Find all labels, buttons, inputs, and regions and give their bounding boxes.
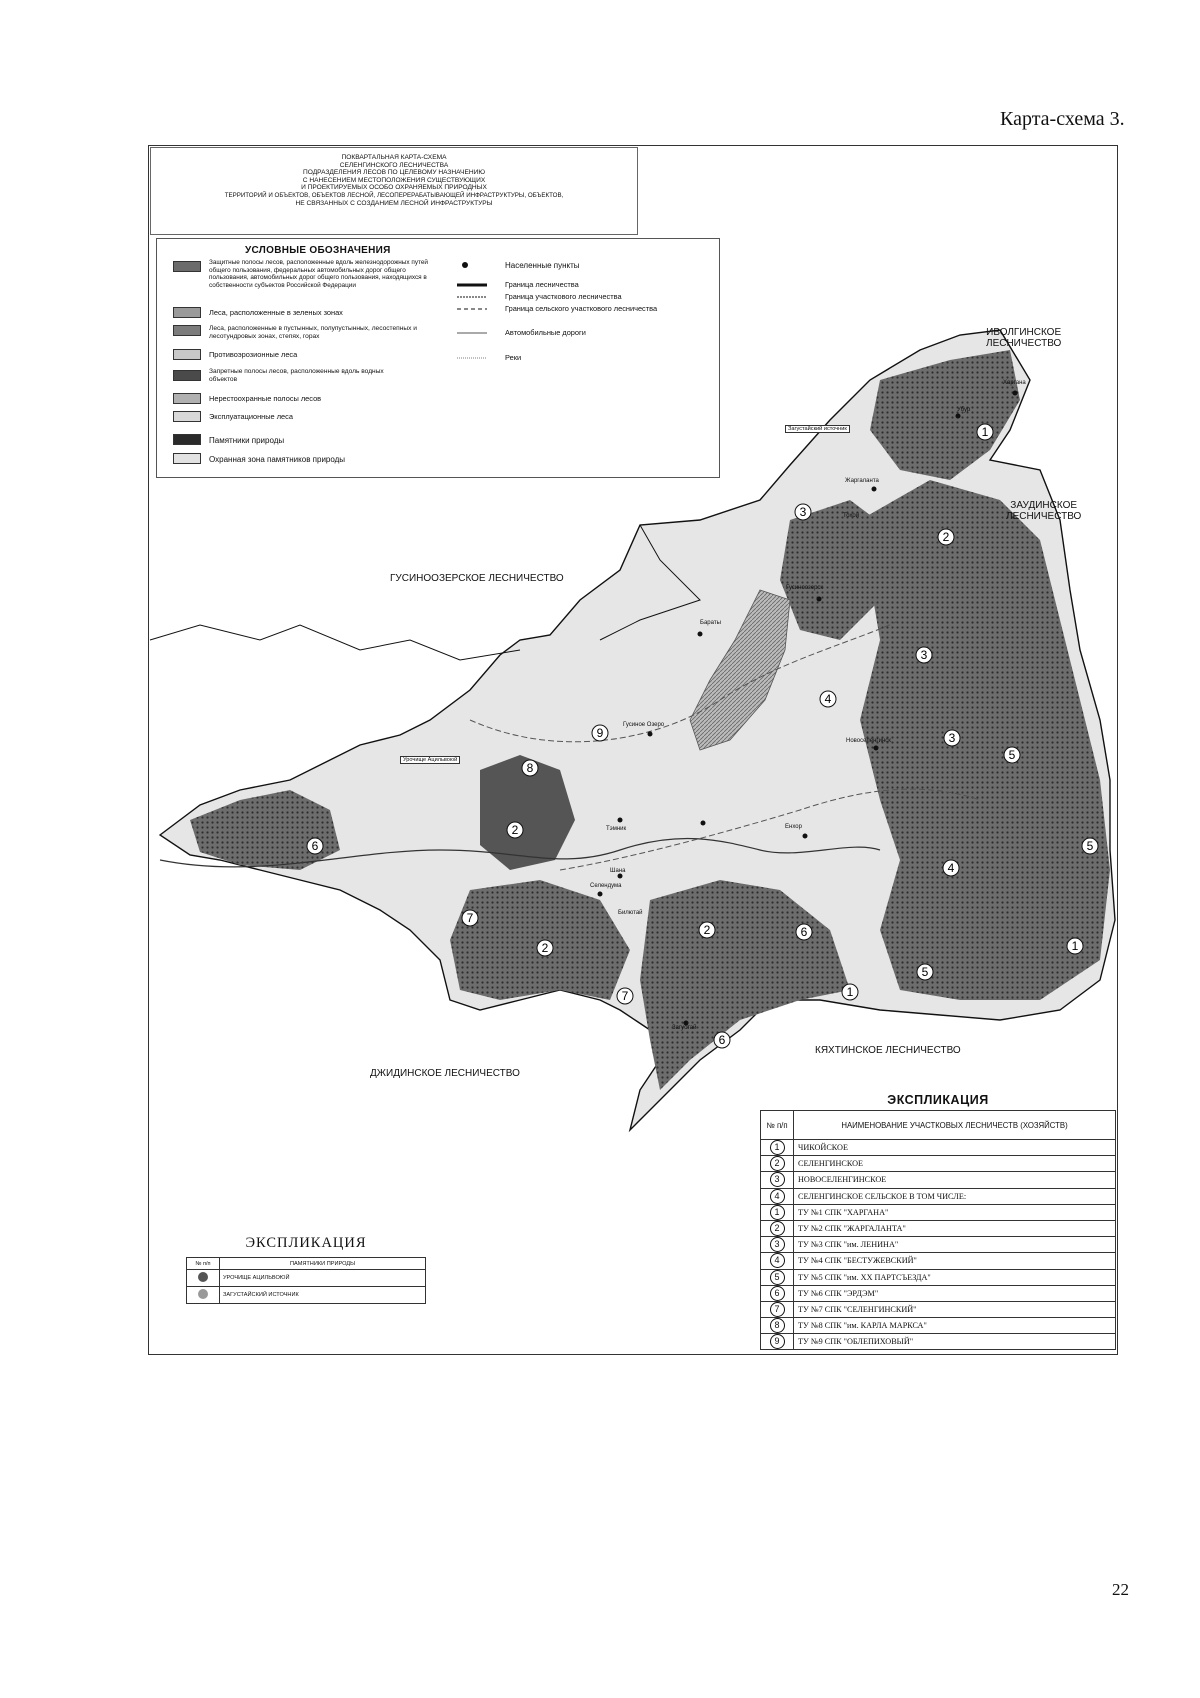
table-row: 4 СЕЛЕНГИНСКОЕ СЕЛЬСКОЕ В ТОМ ЧИСЛЕ:: [761, 1188, 1116, 1204]
table-row: 7 ТУ №7 СПК "СЕЛЕНГИНСКИЙ": [761, 1301, 1116, 1317]
table-row: 4 ТУ №4 СПК "БЕСТУЖЕВСКИЙ": [761, 1253, 1116, 1269]
explication-nature-monuments: [186, 1235, 426, 1304]
map-title-line: С НАНЕСЕНИЕМ МЕСТОПОЛОЖЕНИЯ СУЩЕСТВУЮЩИХ: [302, 176, 486, 184]
svg-text:6: 6: [800, 925, 808, 939]
legend-label: Населенные пункты: [505, 261, 580, 270]
legend-swatch: [173, 325, 201, 336]
map-title-line: НЕ СВЯЗАННЫХ С СОЗДАНИЕМ ЛЕСНОЙ ИНФРАСТРУКТУРЫ: [295, 199, 493, 207]
table-header-row: [187, 1258, 426, 1270]
district-marker: [938, 529, 954, 545]
map-title-line: ПОКВАРТАЛЬНАЯ КАРТА-СХЕМА: [341, 154, 447, 161]
nature-monument-label: Урочище Ацильвоюй: [400, 756, 460, 764]
svg-text:8: 8: [526, 761, 534, 775]
district-marker: [537, 940, 553, 956]
nature-monument-label: Загустайский источник: [785, 425, 850, 433]
district-marker: [714, 1032, 730, 1048]
legend-line-samples: [457, 261, 497, 373]
svg-text:6: 6: [311, 839, 319, 853]
settlement-dot: [874, 746, 879, 751]
svg-text:6: 6: [718, 1033, 726, 1047]
settlement-label: Селендума: [590, 883, 622, 889]
label-dzhidinskoe: ДЖИДИНСКОЕ ЛЕСНИЧЕСТВО: [370, 1068, 520, 1079]
district-marker: [507, 822, 523, 838]
map-title-line: И ПРОЕКТИРУЕМЫХ ОСОБО ОХРАНЯЕМЫХ ПРИРОДНЫХ: [301, 184, 487, 192]
label-kyakhtinskoe: КЯХТИНСКОЕ ЛЕСНИЧЕСТВО: [815, 1045, 961, 1056]
explication-table: [760, 1110, 1116, 1350]
svg-text:7: 7: [466, 911, 474, 925]
district-marker: [1067, 938, 1083, 954]
settlement-dot: [872, 487, 877, 492]
monument-symbol: [198, 1289, 208, 1299]
map-title-line: СЕЛЕНГИНСКОГО ЛЕСНИЧЕСТВА: [339, 161, 449, 169]
settlement-label: Тохой: [843, 513, 860, 519]
settlement-dot: [701, 821, 706, 826]
table-row: 1 ЧИКОЙСКОЕ: [761, 1140, 1116, 1156]
settlement-label: Билютай: [618, 910, 643, 916]
settlement-dot: [618, 818, 623, 823]
table-row: 5 ТУ №5 СПК "им. ХХ ПАРТСЪЕЗДА": [761, 1269, 1116, 1285]
table-row: 2 ТУ №2 СПК "ЖАРГАЛАНТА": [761, 1220, 1116, 1236]
page-number: 22: [1112, 1580, 1129, 1599]
legend-label: Реки: [505, 353, 522, 362]
settlement-dot: [956, 414, 961, 419]
legend-label: Нерестоохранные полосы лесов: [209, 394, 322, 403]
table-row: УРОЧИЩЕ АЦИЛЬВОЮЙ: [187, 1270, 426, 1287]
legend-swatch: [173, 307, 201, 318]
explication-title: ЭКСПЛИКАЦИЯ: [245, 1235, 367, 1251]
header-num: № п/п: [761, 1111, 794, 1140]
settlement-dot: [817, 597, 822, 602]
monument-symbol: [198, 1272, 208, 1282]
table-row: 9 ТУ №9 СПК "ОБЛЕПИХОВЫЙ": [761, 1334, 1116, 1350]
district-marker: [943, 860, 959, 876]
svg-text:2: 2: [511, 823, 519, 837]
district-marker: [617, 988, 633, 1004]
settlement-label: Загустай: [672, 1025, 697, 1031]
svg-text:5: 5: [921, 965, 929, 979]
settlement-label: Гусиноозерск: [786, 585, 824, 591]
svg-text:4: 4: [947, 861, 955, 875]
svg-text:4: 4: [824, 692, 832, 706]
settlement-dot: [598, 892, 603, 897]
settlement-label: Енхор: [785, 824, 802, 830]
district-marker: [796, 924, 812, 940]
table-row: 8 ТУ №8 СПК "им. КАРЛА МАРКСА": [761, 1318, 1116, 1334]
settlement-dot: [803, 834, 808, 839]
settlement-dot: [618, 874, 623, 879]
settlement-label: Шана: [610, 868, 626, 874]
svg-text:9: 9: [596, 726, 604, 740]
settlement-dot: [698, 632, 703, 637]
table-header-row: [761, 1111, 1116, 1140]
svg-text:2: 2: [703, 923, 711, 937]
svg-text:7: 7: [621, 989, 629, 1003]
forest-zone-east: [860, 480, 1110, 1000]
label-ivolginskoe: ИВОЛГИНСКОЕ ЛЕСНИЧЕСТВО: [986, 327, 1062, 349]
svg-text:5: 5: [1008, 748, 1016, 762]
table-row: 1 ТУ №1 СПК "ХАРГАНА": [761, 1204, 1116, 1220]
legend-title: УСЛОВНЫЕ ОБОЗНАЧЕНИЯ: [245, 245, 391, 256]
district-marker: [1004, 747, 1020, 763]
explication-districts: [760, 1093, 1116, 1350]
table-row: 3 ТУ №3 СПК "им. ЛЕНИНА": [761, 1237, 1116, 1253]
district-marker: [1082, 838, 1098, 854]
explication-title: ЭКСПЛИКАЦИЯ: [887, 1093, 989, 1107]
svg-text:3: 3: [799, 505, 807, 519]
legend-label: Эксплуатационные леса: [209, 412, 293, 421]
table-row: 3 НОВОСЕЛЕНГИНСКОЕ: [761, 1172, 1116, 1188]
legend-swatch: [173, 393, 201, 404]
district-marker: [916, 647, 932, 663]
legend: [156, 238, 720, 478]
map-title-line: ПОДРАЗДЕЛЕНИЯ ЛЕСОВ ПО ЦЕЛЕВОМУ НАЗНАЧЕНИЮ: [302, 169, 486, 177]
district-marker: [592, 725, 608, 741]
legend-swatch: [173, 453, 201, 464]
svg-text:2: 2: [541, 941, 549, 955]
district-marker: [462, 910, 478, 926]
legend-label: Защитные полосы лесов, расположенные вдоль железнодорожных путей общего пользования, федеральных автомобильных дорог общего пользования, автомобильных дорог общего пользования, находящихся в собственности субъектов Российской Федерации: [209, 259, 428, 289]
map-title-box: [150, 147, 638, 235]
settlement-label: Жаргаланта: [845, 478, 879, 484]
table-row: 6 ТУ №6 СПК "ЭРДЭМ": [761, 1285, 1116, 1301]
header-num: № п/п: [187, 1258, 220, 1270]
legend-label: Леса, расположенные в пустынных, полупустынных, лесостепных и лесотундровых зонах, степях, горах: [209, 325, 417, 341]
label-zaudinskoe: ЗАУДИНСКОЕ ЛЕСНИЧЕСТВО: [1006, 500, 1082, 522]
svg-text:1: 1: [846, 985, 854, 999]
settlement-label: Новоселенгинск: [846, 738, 891, 744]
sheet-label: Карта-схема 3.: [1000, 108, 1125, 130]
legend-label: Противоэрозионные леса: [209, 350, 298, 359]
table-row: 2 СЕЛЕНГИНСКОЕ: [761, 1156, 1116, 1172]
district-marker: [699, 922, 715, 938]
legend-swatch: [173, 411, 201, 422]
legend-label: Охранная зона памятников природы: [209, 455, 346, 464]
legend-label: Граница сельского участкового лесничества: [505, 304, 658, 313]
district-marker: [977, 424, 993, 440]
district-marker: [944, 730, 960, 746]
settlement-label: Гусиное Озеро: [623, 722, 665, 728]
svg-text:3: 3: [920, 648, 928, 662]
district-marker: [842, 984, 858, 1000]
neighbour-boundary-north: [150, 625, 520, 660]
table-row: ЗАГУСТАЙСКИЙ ИСТОЧНИК: [187, 1287, 426, 1304]
label-gusinoozerskoe: ГУСИНООЗЕРСКОЕ ЛЕСНИЧЕСТВО: [390, 573, 564, 584]
settlement-label: Тэмник: [606, 826, 627, 832]
legend-label: Граница участкового лесничества: [505, 292, 622, 301]
legend-label: Памятники природы: [209, 436, 285, 445]
settlement-dot: [1013, 391, 1018, 396]
settlement-label: Убур: [957, 407, 971, 413]
district-marker: [820, 691, 836, 707]
legend-label: Запретные полосы лесов, расположенные вдоль водных объектов: [209, 368, 384, 384]
legend-swatch: [173, 261, 201, 272]
district-marker: [307, 838, 323, 854]
district-marker: [795, 504, 811, 520]
svg-text:3: 3: [948, 731, 956, 745]
settlement-label: Харгана: [1003, 380, 1026, 386]
district-marker: [522, 760, 538, 776]
legend-label: Леса, расположенные в зеленых зонах: [209, 308, 343, 317]
explication-table: [186, 1257, 426, 1304]
map-title-line: ТЕРРИТОРИЙ И ОБЪЕКТОВ, ОБЪЕКТОВ ЛЕСНОЙ, ЛЕСОПЕРЕРАБАТЫВАЮЩЕЙ ИНФРАСТРУКТУРЫ, ОБЪЕКТОВ,: [224, 191, 564, 199]
legend-label: Граница лесничества: [505, 280, 579, 289]
legend-swatch: [173, 370, 201, 381]
svg-text:1: 1: [981, 425, 989, 439]
settlement-label: Бараты: [700, 620, 721, 626]
svg-text:5: 5: [1086, 839, 1094, 853]
settlement-dot: [648, 732, 653, 737]
svg-text:1: 1: [1071, 939, 1079, 953]
legend-swatch: [173, 434, 201, 445]
header-name: НАИМЕНОВАНИЕ УЧАСТКОВЫХ ЛЕСНИЧЕСТВ (ХОЗЯЙСТВ): [794, 1111, 1116, 1140]
header-name: ПАМЯТНИКИ ПРИРОДЫ: [220, 1258, 426, 1270]
legend-swatch: [173, 349, 201, 360]
svg-text:2: 2: [942, 530, 950, 544]
district-marker: [917, 964, 933, 980]
legend-label: Автомобильные дороги: [505, 328, 586, 337]
